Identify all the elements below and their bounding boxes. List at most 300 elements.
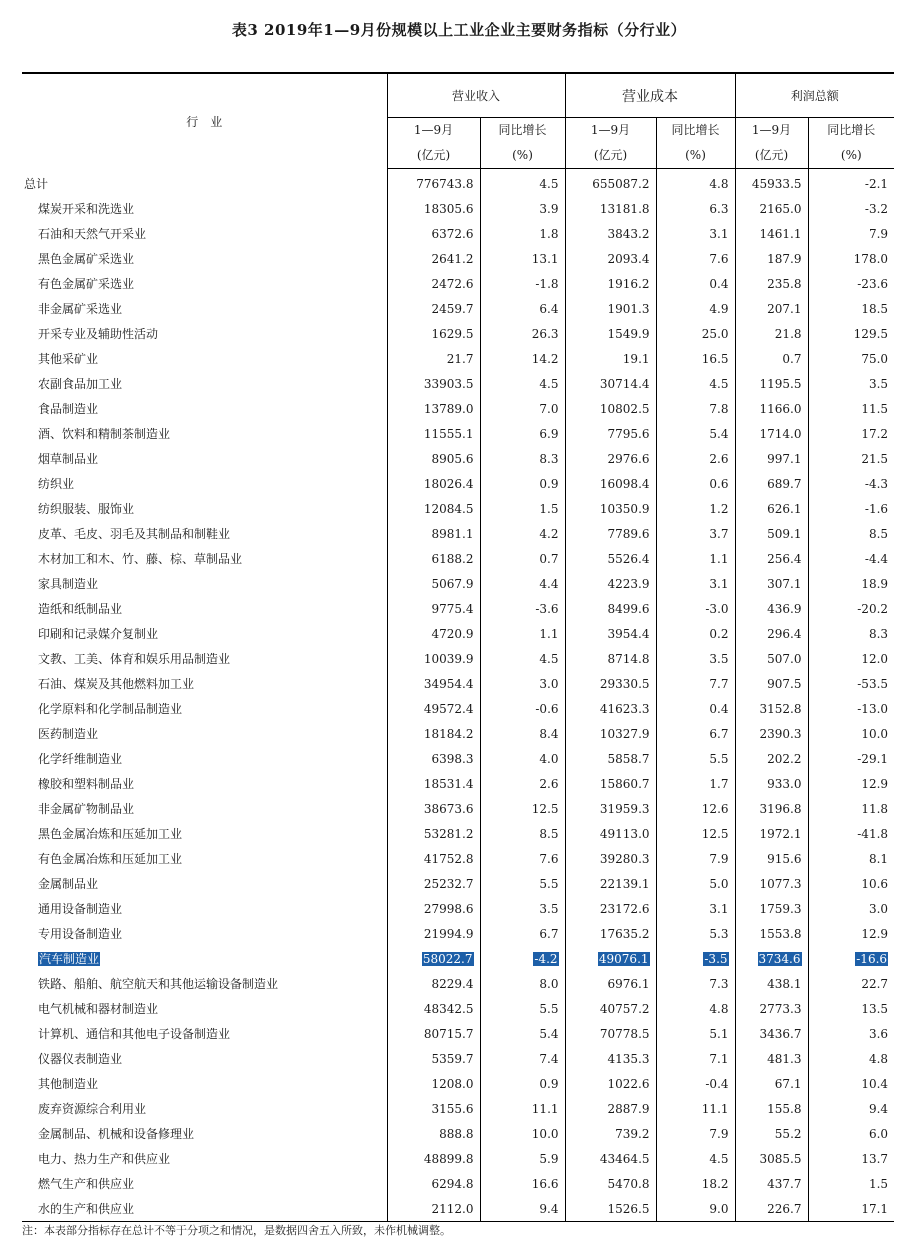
revenue-growth: -3.6 bbox=[480, 596, 565, 621]
cost-value: 1549.9 bbox=[565, 321, 656, 346]
profit-value: 1972.1 bbox=[735, 821, 808, 846]
profit-growth: -4.4 bbox=[864, 551, 889, 566]
cost-value: 739.2 bbox=[565, 1121, 656, 1146]
profit-value: 187.9 bbox=[735, 246, 808, 271]
revenue-value: 776743.8 bbox=[387, 169, 480, 197]
profit-growth: 18.9 bbox=[861, 576, 889, 591]
profit-growth: 17.2 bbox=[861, 426, 889, 441]
revenue-value: 6188.2 bbox=[387, 546, 480, 571]
revenue-growth: 0.9 bbox=[480, 1071, 565, 1096]
industry-name: 非金属矿物制品业 bbox=[22, 796, 387, 821]
cost-value: 10350.9 bbox=[565, 496, 656, 521]
revenue-growth: 3.0 bbox=[480, 671, 565, 696]
profit-value: 55.2 bbox=[735, 1121, 808, 1146]
profit-value: 296.4 bbox=[735, 621, 808, 646]
table-row[interactable] bbox=[22, 446, 894, 471]
profit-growth: 178.0 bbox=[853, 251, 889, 266]
table-row[interactable] bbox=[22, 271, 894, 296]
cost-growth: 2.6 bbox=[656, 446, 735, 471]
table-row[interactable] bbox=[22, 1096, 894, 1121]
profit-growth: 8.3 bbox=[868, 626, 889, 641]
industry-name: 铁路、船舶、航空航天和其他运输设备制造业 bbox=[22, 971, 387, 996]
cost-growth: 6.7 bbox=[656, 721, 735, 746]
cost-growth: 0.4 bbox=[656, 696, 735, 721]
revenue-growth: 8.5 bbox=[480, 821, 565, 846]
industry-name: 黑色金属矿采选业 bbox=[22, 246, 387, 271]
revenue-value: 48342.5 bbox=[387, 996, 480, 1021]
profit-value: 207.1 bbox=[735, 296, 808, 321]
profit-value: 933.0 bbox=[735, 771, 808, 796]
cost-growth: 7.6 bbox=[656, 246, 735, 271]
cost-value: 49113.0 bbox=[565, 821, 656, 846]
profit-value: 2390.3 bbox=[735, 721, 808, 746]
table-row[interactable] bbox=[22, 821, 894, 846]
cost-value: 70778.5 bbox=[565, 1021, 656, 1046]
cost-growth: 6.3 bbox=[656, 196, 735, 221]
table-row[interactable] bbox=[22, 596, 894, 621]
industry-name: 金属制品、机械和设备修理业 bbox=[22, 1121, 387, 1146]
cost-value: 31959.3 bbox=[565, 796, 656, 821]
revenue-growth: 5.9 bbox=[480, 1146, 565, 1171]
profit-value: 437.7 bbox=[735, 1171, 808, 1196]
cost-value: 1022.6 bbox=[565, 1071, 656, 1096]
table-row[interactable] bbox=[22, 296, 894, 321]
industry-name: 黑色金属冶炼和压延加工业 bbox=[22, 821, 387, 846]
revenue-growth: 16.6 bbox=[480, 1171, 565, 1196]
table-row[interactable] bbox=[22, 421, 894, 446]
profit-growth: 8.5 bbox=[868, 526, 889, 541]
profit-value: 226.7 bbox=[735, 1196, 808, 1222]
table-row[interactable] bbox=[22, 871, 894, 896]
cost-growth: -3.0 bbox=[656, 596, 735, 621]
profit-growth: 8.1 bbox=[868, 851, 889, 866]
profit-value: 626.1 bbox=[735, 496, 808, 521]
table-row[interactable] bbox=[22, 921, 894, 946]
revenue-growth: 6.9 bbox=[480, 421, 565, 446]
cost-value: 8499.6 bbox=[565, 596, 656, 621]
industry-name: 电力、热力生产和供应业 bbox=[22, 1146, 387, 1171]
table-row[interactable] bbox=[22, 546, 894, 571]
revenue-growth: 1.5 bbox=[480, 496, 565, 521]
cost-value: 49076.1 bbox=[565, 946, 656, 971]
industry-name: 有色金属矿采选业 bbox=[22, 271, 387, 296]
cost-growth: 7.7 bbox=[656, 671, 735, 696]
profit-growth: -20.2 bbox=[857, 601, 889, 616]
revenue-growth: 0.9 bbox=[480, 471, 565, 496]
revenue-growth: 11.1 bbox=[480, 1096, 565, 1121]
revenue-growth: 4.5 bbox=[480, 646, 565, 671]
profit-value: 1166.0 bbox=[735, 396, 808, 421]
cost-value: 29330.5 bbox=[565, 671, 656, 696]
cost-value: 7795.6 bbox=[565, 421, 656, 446]
cost-value: 40757.2 bbox=[565, 996, 656, 1021]
profit-growth: -53.5 bbox=[857, 676, 889, 691]
table-row[interactable] bbox=[22, 371, 894, 396]
revenue-growth: 4.5 bbox=[480, 371, 565, 396]
profit-value: 3734.6 bbox=[735, 946, 808, 971]
profit-value: 3085.5 bbox=[735, 1146, 808, 1171]
revenue-growth: 3.9 bbox=[480, 196, 565, 221]
cost-growth: 5.1 bbox=[656, 1021, 735, 1046]
cost-growth: 7.8 bbox=[656, 396, 735, 421]
industry-header: 行 业 bbox=[22, 73, 387, 169]
cost-growth: 25.0 bbox=[656, 321, 735, 346]
profit-value: 3152.8 bbox=[735, 696, 808, 721]
industry-name: 总计 bbox=[22, 169, 387, 197]
profit-growth: 1.5 bbox=[868, 1176, 889, 1191]
revenue-value: 2112.0 bbox=[387, 1196, 480, 1222]
cost-value: 17635.2 bbox=[565, 921, 656, 946]
industry-name: 印刷和记录媒介复制业 bbox=[22, 621, 387, 646]
revenue-value: 6398.3 bbox=[387, 746, 480, 771]
table-row[interactable] bbox=[22, 671, 894, 696]
revenue-value: 5067.9 bbox=[387, 571, 480, 596]
table-row[interactable] bbox=[22, 1021, 894, 1046]
cost-value: 43464.5 bbox=[565, 1146, 656, 1171]
cost-growth: 0.6 bbox=[656, 471, 735, 496]
table-row[interactable] bbox=[22, 396, 894, 421]
profit-growth: 12.9 bbox=[861, 926, 889, 941]
table-row[interactable] bbox=[22, 1171, 894, 1196]
table-row[interactable] bbox=[22, 746, 894, 771]
cost-growth: 4.8 bbox=[656, 996, 735, 1021]
industry-name: 专用设备制造业 bbox=[22, 921, 387, 946]
industry-name: 水的生产和供应业 bbox=[22, 1196, 387, 1222]
profit-growth: 13.7 bbox=[861, 1151, 889, 1166]
revenue-value: 18184.2 bbox=[387, 721, 480, 746]
profit-growth: 10.4 bbox=[861, 1076, 889, 1091]
table-row[interactable] bbox=[22, 696, 894, 721]
profit-value: 997.1 bbox=[735, 446, 808, 471]
profit-value: 507.0 bbox=[735, 646, 808, 671]
table-row[interactable] bbox=[22, 246, 894, 271]
revenue-value: 3155.6 bbox=[387, 1096, 480, 1121]
revenue-growth: 9.4 bbox=[480, 1196, 565, 1222]
table-row[interactable] bbox=[22, 1196, 894, 1222]
revenue-value: 18531.4 bbox=[387, 771, 480, 796]
revenue-growth: 13.1 bbox=[480, 246, 565, 271]
cost-value: 13181.8 bbox=[565, 196, 656, 221]
cost-growth: 5.4 bbox=[656, 421, 735, 446]
revenue-value: 5359.7 bbox=[387, 1046, 480, 1071]
profit-value: 235.8 bbox=[735, 271, 808, 296]
revenue-growth: 26.3 bbox=[480, 321, 565, 346]
profit-growth: 129.5 bbox=[853, 326, 889, 341]
profit-value: 45933.5 bbox=[735, 169, 808, 197]
profit-value: 67.1 bbox=[735, 1071, 808, 1096]
cost-value: 22139.1 bbox=[565, 871, 656, 896]
revenue-value: 18026.4 bbox=[387, 471, 480, 496]
revenue-value: 53281.2 bbox=[387, 821, 480, 846]
revenue-growth: 5.5 bbox=[480, 871, 565, 896]
cost-growth: 18.2 bbox=[656, 1171, 735, 1196]
cost-growth: 4.5 bbox=[656, 371, 735, 396]
cost-growth: 7.3 bbox=[656, 971, 735, 996]
cost-growth-header: 同比增长 (%) bbox=[656, 118, 735, 169]
cost-value: 655087.2 bbox=[565, 169, 656, 197]
revenue-growth: 4.4 bbox=[480, 571, 565, 596]
table-row[interactable] bbox=[22, 471, 894, 496]
cost-growth: 5.5 bbox=[656, 746, 735, 771]
cost-growth: 9.0 bbox=[656, 1196, 735, 1222]
cost-value: 10327.9 bbox=[565, 721, 656, 746]
table-row[interactable] bbox=[22, 1046, 894, 1071]
revenue-header: 营业收入 bbox=[387, 73, 565, 118]
profit-growth: -3.2 bbox=[864, 201, 889, 216]
table-row[interactable] bbox=[22, 971, 894, 996]
revenue-growth: 6.7 bbox=[480, 921, 565, 946]
profit-growth: -41.8 bbox=[857, 826, 889, 841]
table-row[interactable] bbox=[22, 896, 894, 921]
profit-growth: 10.6 bbox=[861, 876, 889, 891]
revenue-growth: 4.5 bbox=[480, 169, 565, 197]
profit-header: 利润总额 bbox=[735, 73, 894, 118]
revenue-value: 27998.6 bbox=[387, 896, 480, 921]
profit-growth: -4.3 bbox=[864, 476, 889, 491]
industry-name: 食品制造业 bbox=[22, 396, 387, 421]
table-row[interactable] bbox=[22, 1071, 894, 1096]
profit-growth: 75.0 bbox=[861, 351, 889, 366]
profit-value: 481.3 bbox=[735, 1046, 808, 1071]
revenue-value: 21994.9 bbox=[387, 921, 480, 946]
cost-growth: 5.3 bbox=[656, 921, 735, 946]
cost-value: 5470.8 bbox=[565, 1171, 656, 1196]
industry-name: 计算机、通信和其他电子设备制造业 bbox=[22, 1021, 387, 1046]
profit-value: 509.1 bbox=[735, 521, 808, 546]
industry-name: 石油和天然气开采业 bbox=[22, 221, 387, 246]
industry-name: 非金属矿采选业 bbox=[22, 296, 387, 321]
cost-value: 39280.3 bbox=[565, 846, 656, 871]
profit-value: 689.7 bbox=[735, 471, 808, 496]
industry-name: 石油、煤炭及其他燃料加工业 bbox=[22, 671, 387, 696]
profit-value: 915.6 bbox=[735, 846, 808, 871]
revenue-value: 41752.8 bbox=[387, 846, 480, 871]
revenue-growth: 0.7 bbox=[480, 546, 565, 571]
profit-value: 0.7 bbox=[735, 346, 808, 371]
cost-header: 营业成本 bbox=[565, 73, 735, 118]
revenue-value: 9775.4 bbox=[387, 596, 480, 621]
cost-growth: 5.0 bbox=[656, 871, 735, 896]
revenue-growth: 7.0 bbox=[480, 396, 565, 421]
industry-name: 仪器仪表制造业 bbox=[22, 1046, 387, 1071]
cost-value: 2887.9 bbox=[565, 1096, 656, 1121]
table-row[interactable] bbox=[22, 646, 894, 671]
cost-growth: 0.2 bbox=[656, 621, 735, 646]
cost-value: 2093.4 bbox=[565, 246, 656, 271]
industry-name: 废弃资源综合利用业 bbox=[22, 1096, 387, 1121]
revenue-growth: 7.6 bbox=[480, 846, 565, 871]
revenue-growth: 7.4 bbox=[480, 1046, 565, 1071]
cost-value: 10802.5 bbox=[565, 396, 656, 421]
profit-value: 202.2 bbox=[735, 746, 808, 771]
cost-growth: 12.6 bbox=[656, 796, 735, 821]
table-row[interactable] bbox=[22, 571, 894, 596]
industry-name: 皮革、毛皮、羽毛及其制品和制鞋业 bbox=[22, 521, 387, 546]
industry-name: 家具制造业 bbox=[22, 571, 387, 596]
profit-growth-header: 同比增长 (%) bbox=[808, 118, 894, 169]
profit-value: 2773.3 bbox=[735, 996, 808, 1021]
industry-name: 造纸和纸制品业 bbox=[22, 596, 387, 621]
revenue-value: 888.8 bbox=[387, 1121, 480, 1146]
cost-value: 23172.6 bbox=[565, 896, 656, 921]
industry-name: 纺织业 bbox=[22, 471, 387, 496]
table-row[interactable] bbox=[22, 1121, 894, 1146]
cost-value: 4135.3 bbox=[565, 1046, 656, 1071]
profit-growth: 18.5 bbox=[861, 301, 889, 316]
profit-growth: -23.6 bbox=[857, 276, 889, 291]
cost-value: 1901.3 bbox=[565, 296, 656, 321]
profit-value: 3436.7 bbox=[735, 1021, 808, 1046]
cost-value: 4223.9 bbox=[565, 571, 656, 596]
revenue-growth: 3.5 bbox=[480, 896, 565, 921]
industry-name: 酒、饮料和精制茶制造业 bbox=[22, 421, 387, 446]
cost-growth: -3.5 bbox=[656, 946, 735, 971]
revenue-growth: 8.4 bbox=[480, 721, 565, 746]
revenue-growth: 5.4 bbox=[480, 1021, 565, 1046]
cost-value: 1526.5 bbox=[565, 1196, 656, 1222]
industry-name: 通用设备制造业 bbox=[22, 896, 387, 921]
profit-growth: 11.5 bbox=[861, 401, 889, 416]
revenue-value: 25232.7 bbox=[387, 871, 480, 896]
cost-value: 16098.4 bbox=[565, 471, 656, 496]
cost-growth: 4.8 bbox=[656, 169, 735, 197]
revenue-value: 21.7 bbox=[387, 346, 480, 371]
cost-period-header: 1—9月 (亿元) bbox=[565, 118, 656, 169]
profit-growth: 17.1 bbox=[808, 1196, 894, 1222]
revenue-value: 11555.1 bbox=[387, 421, 480, 446]
cost-value: 7789.6 bbox=[565, 521, 656, 546]
revenue-value: 12084.5 bbox=[387, 496, 480, 521]
revenue-growth: 1.1 bbox=[480, 621, 565, 646]
revenue-value: 8981.1 bbox=[387, 521, 480, 546]
cost-growth: 11.1 bbox=[656, 1096, 735, 1121]
profit-growth: 3.5 bbox=[868, 376, 889, 391]
profit-growth: -16.6 bbox=[856, 951, 888, 966]
profit-value: 1553.8 bbox=[735, 921, 808, 946]
cost-growth: 3.1 bbox=[656, 896, 735, 921]
cost-value: 5858.7 bbox=[565, 746, 656, 771]
cost-growth: 12.5 bbox=[656, 821, 735, 846]
profit-growth: -13.0 bbox=[857, 701, 889, 716]
table-row[interactable] bbox=[22, 796, 894, 821]
profit-value: 3196.8 bbox=[735, 796, 808, 821]
profit-growth: 4.8 bbox=[868, 1051, 889, 1066]
revenue-period-header: 1—9月 (亿元) bbox=[387, 118, 480, 169]
profit-growth: 3.6 bbox=[868, 1026, 889, 1041]
profit-growth: -2.1 bbox=[864, 176, 889, 191]
cost-growth: 1.2 bbox=[656, 496, 735, 521]
cost-value: 5526.4 bbox=[565, 546, 656, 571]
profit-value: 1714.0 bbox=[735, 421, 808, 446]
table-row[interactable] bbox=[22, 521, 894, 546]
table-row[interactable] bbox=[22, 221, 894, 246]
cost-growth: 3.1 bbox=[656, 571, 735, 596]
revenue-growth: 4.2 bbox=[480, 521, 565, 546]
cost-growth: 1.7 bbox=[656, 771, 735, 796]
industry-name: 化学原料和化学制品制造业 bbox=[22, 696, 387, 721]
table-row[interactable] bbox=[22, 346, 894, 371]
revenue-growth: 2.6 bbox=[480, 771, 565, 796]
cost-growth: -0.4 bbox=[656, 1071, 735, 1096]
revenue-growth: 1.8 bbox=[480, 221, 565, 246]
table-row[interactable] bbox=[22, 946, 894, 971]
revenue-value: 2472.6 bbox=[387, 271, 480, 296]
table-row[interactable] bbox=[22, 496, 894, 521]
revenue-growth: 8.3 bbox=[480, 446, 565, 471]
revenue-value: 13789.0 bbox=[387, 396, 480, 421]
cost-growth: 3.7 bbox=[656, 521, 735, 546]
profit-growth: 12.9 bbox=[861, 776, 889, 791]
industry-name: 金属制品业 bbox=[22, 871, 387, 896]
profit-growth: 10.0 bbox=[861, 726, 889, 741]
cost-growth: 4.5 bbox=[656, 1146, 735, 1171]
profit-growth: 22.7 bbox=[861, 976, 889, 991]
profit-growth: 11.8 bbox=[861, 801, 889, 816]
table-row[interactable] bbox=[22, 771, 894, 796]
cost-value: 3843.2 bbox=[565, 221, 656, 246]
revenue-value: 38673.6 bbox=[387, 796, 480, 821]
revenue-growth: -1.8 bbox=[480, 271, 565, 296]
revenue-value: 10039.9 bbox=[387, 646, 480, 671]
profit-value: 438.1 bbox=[735, 971, 808, 996]
revenue-growth: 10.0 bbox=[480, 1121, 565, 1146]
industry-name: 纺织服装、服饰业 bbox=[22, 496, 387, 521]
revenue-growth: -4.2 bbox=[480, 946, 565, 971]
cost-growth: 4.9 bbox=[656, 296, 735, 321]
profit-value: 155.8 bbox=[735, 1096, 808, 1121]
revenue-growth-header: 同比增长 (%) bbox=[480, 118, 565, 169]
revenue-value: 2459.7 bbox=[387, 296, 480, 321]
industry-name: 有色金属冶炼和压延加工业 bbox=[22, 846, 387, 871]
revenue-growth: 14.2 bbox=[480, 346, 565, 371]
industry-name: 开采专业及辅助性活动 bbox=[22, 321, 387, 346]
profit-value: 307.1 bbox=[735, 571, 808, 596]
cost-value: 1916.2 bbox=[565, 271, 656, 296]
industry-name: 化学纤维制造业 bbox=[22, 746, 387, 771]
cost-value: 6976.1 bbox=[565, 971, 656, 996]
industry-name: 燃气生产和供应业 bbox=[22, 1171, 387, 1196]
table-row[interactable] bbox=[22, 996, 894, 1021]
profit-value: 436.9 bbox=[735, 596, 808, 621]
table-row[interactable] bbox=[22, 321, 894, 346]
table-row[interactable] bbox=[22, 846, 894, 871]
cost-growth: 3.5 bbox=[656, 646, 735, 671]
revenue-value: 8905.6 bbox=[387, 446, 480, 471]
cost-value: 15860.7 bbox=[565, 771, 656, 796]
cost-growth: 3.1 bbox=[656, 221, 735, 246]
table-row[interactable] bbox=[22, 1146, 894, 1171]
revenue-growth: 12.5 bbox=[480, 796, 565, 821]
profit-value: 256.4 bbox=[735, 546, 808, 571]
table-row[interactable] bbox=[22, 169, 894, 197]
profit-period-header: 1—9月 (亿元) bbox=[735, 118, 808, 169]
profit-growth: 12.0 bbox=[861, 651, 889, 666]
profit-value: 1195.5 bbox=[735, 371, 808, 396]
cost-value: 41623.3 bbox=[565, 696, 656, 721]
profit-growth: 6.0 bbox=[868, 1126, 889, 1141]
table-row[interactable] bbox=[22, 721, 894, 746]
table-row[interactable] bbox=[22, 621, 894, 646]
revenue-value: 48899.8 bbox=[387, 1146, 480, 1171]
profit-value: 1461.1 bbox=[735, 221, 808, 246]
profit-value: 907.5 bbox=[735, 671, 808, 696]
revenue-value: 2641.2 bbox=[387, 246, 480, 271]
table-row[interactable] bbox=[22, 196, 894, 221]
industry-name: 文教、工美、体育和娱乐用品制造业 bbox=[22, 646, 387, 671]
industry-name: 汽车制造业 bbox=[22, 946, 387, 971]
profit-growth: 13.5 bbox=[861, 1001, 889, 1016]
profit-growth: -29.1 bbox=[857, 751, 889, 766]
